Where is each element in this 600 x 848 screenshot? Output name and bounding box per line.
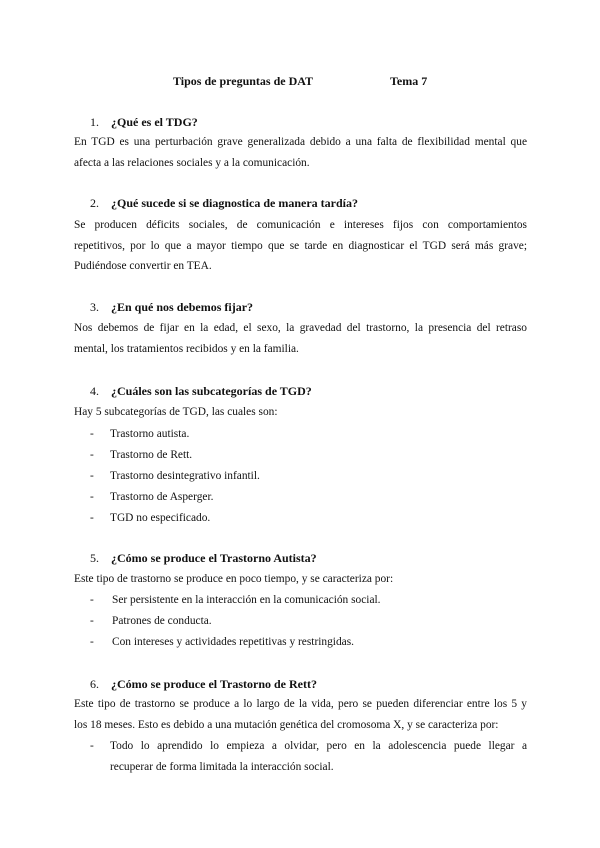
subcategory-list	[90, 424, 527, 529]
paragraph-line: Este tipo de trastorno se produce a lo largo de la vida, pero se pueden diferenciar entre los 5 y	[74, 698, 527, 710]
topic-label: Tema 7	[390, 74, 428, 88]
paragraph-line: Este tipo de trastorno se produce en poco tiempo, y se caracteriza por:	[74, 573, 394, 585]
list-item	[90, 508, 527, 529]
bullet-dash: -	[90, 594, 94, 606]
question-number: 4.	[90, 384, 99, 398]
bullet-dash: -	[90, 615, 94, 627]
list-item-text: Trastorno autista.	[110, 428, 190, 440]
question-text: ¿Qué es el TDG?	[111, 115, 198, 129]
list-item	[90, 424, 527, 445]
question-text: ¿Cómo se produce el Trastorno Autista?	[111, 551, 317, 565]
bullet-dash: -	[90, 491, 94, 503]
list-item	[90, 487, 527, 508]
answer-paragraph-6	[74, 694, 527, 735]
paragraph-line: Se producen déficits sociales, de comunicación e intereses fijos con comportamientos	[74, 219, 527, 231]
question-number: 3.	[90, 300, 99, 314]
paragraph-line: Hay 5 subcategorías de TGD, las cuales son:	[74, 406, 278, 418]
paragraph-line: los 18 meses. Esto es debido a una mutación genética del cromosoma X, y se caracteriza por:	[74, 718, 499, 731]
autism-traits-list	[90, 590, 527, 653]
question-number: 2.	[90, 196, 99, 210]
list-item-text: Patrones de conducta.	[112, 615, 212, 627]
bullet-dash: -	[90, 636, 94, 648]
question-heading-6	[90, 677, 317, 692]
document-title: Tipos de preguntas de DAT	[173, 74, 314, 88]
paragraph-line: En TGD es una perturbación grave generalizada debido a una falta de flexibilidad mental que	[74, 136, 527, 148]
question-text: ¿Cómo se produce el Trastorno de Rett?	[111, 677, 317, 691]
bullet-dash: -	[90, 449, 94, 461]
rett-traits-list	[90, 736, 527, 778]
question-number: 1.	[90, 115, 99, 129]
question-heading-4	[90, 384, 312, 399]
question-heading-2	[90, 196, 358, 211]
list-item-text: Ser persistente en la interacción en la comunicación social.	[112, 594, 381, 606]
question-text: ¿Cuáles son las subcategorías de TGD?	[111, 384, 312, 398]
paragraph-line: mental, los tratamientos recibidos y en la familia.	[74, 342, 299, 355]
list-item-text-continued: recuperar de forma limitada la interacción social.	[110, 761, 334, 773]
question-heading-5	[90, 551, 317, 566]
list-item	[90, 445, 527, 466]
list-item	[90, 466, 527, 487]
list-item-text: Trastorno de Asperger.	[110, 491, 214, 503]
bullet-dash: -	[90, 428, 94, 440]
list-item	[90, 611, 527, 632]
list-item-text: Trastorno desintegrativo infantil.	[110, 470, 260, 482]
list-item	[90, 590, 527, 611]
question-number: 5.	[90, 551, 99, 565]
question-number: 6.	[90, 677, 99, 691]
question-text: ¿En qué nos debemos fijar?	[111, 300, 254, 314]
question-heading-3	[90, 300, 253, 315]
answer-paragraph-2	[74, 215, 527, 277]
list-item-text: Trastorno de Rett.	[110, 449, 193, 461]
header	[0, 74, 600, 92]
paragraph-line: Nos debemos de fijar en la edad, el sexo, la gravedad del trastorno, la presencia del retraso	[74, 322, 527, 334]
paragraph-line: repetitivos, por lo que a mayor tiempo que se tarde en diagnosticar el TGD será más grave;	[74, 239, 527, 252]
paragraph-line: Pudiéndose convertir en TEA.	[74, 260, 212, 272]
paragraph-line: afecta a las relaciones sociales y a la comunicación.	[74, 156, 310, 169]
list-item	[90, 632, 527, 653]
answer-paragraph-3	[74, 318, 527, 359]
answer-paragraph-5	[74, 569, 527, 590]
question-heading-1	[90, 115, 198, 130]
bullet-dash: -	[90, 740, 94, 752]
list-item-text: TGD no especificado.	[110, 512, 211, 524]
answer-paragraph-4	[74, 402, 527, 423]
list-item-text: Todo lo aprendido lo empieza a olvidar, pero en la adolescencia puede llegar a	[110, 740, 527, 752]
bullet-dash: -	[90, 470, 94, 482]
list-item-text: Con intereses y actividades repetitivas y restringidas.	[112, 636, 354, 648]
question-text: ¿Qué sucede si se diagnostica de manera tardía?	[111, 196, 358, 210]
answer-paragraph-1	[74, 132, 527, 173]
bullet-dash: -	[90, 512, 94, 524]
list-item	[90, 736, 527, 778]
